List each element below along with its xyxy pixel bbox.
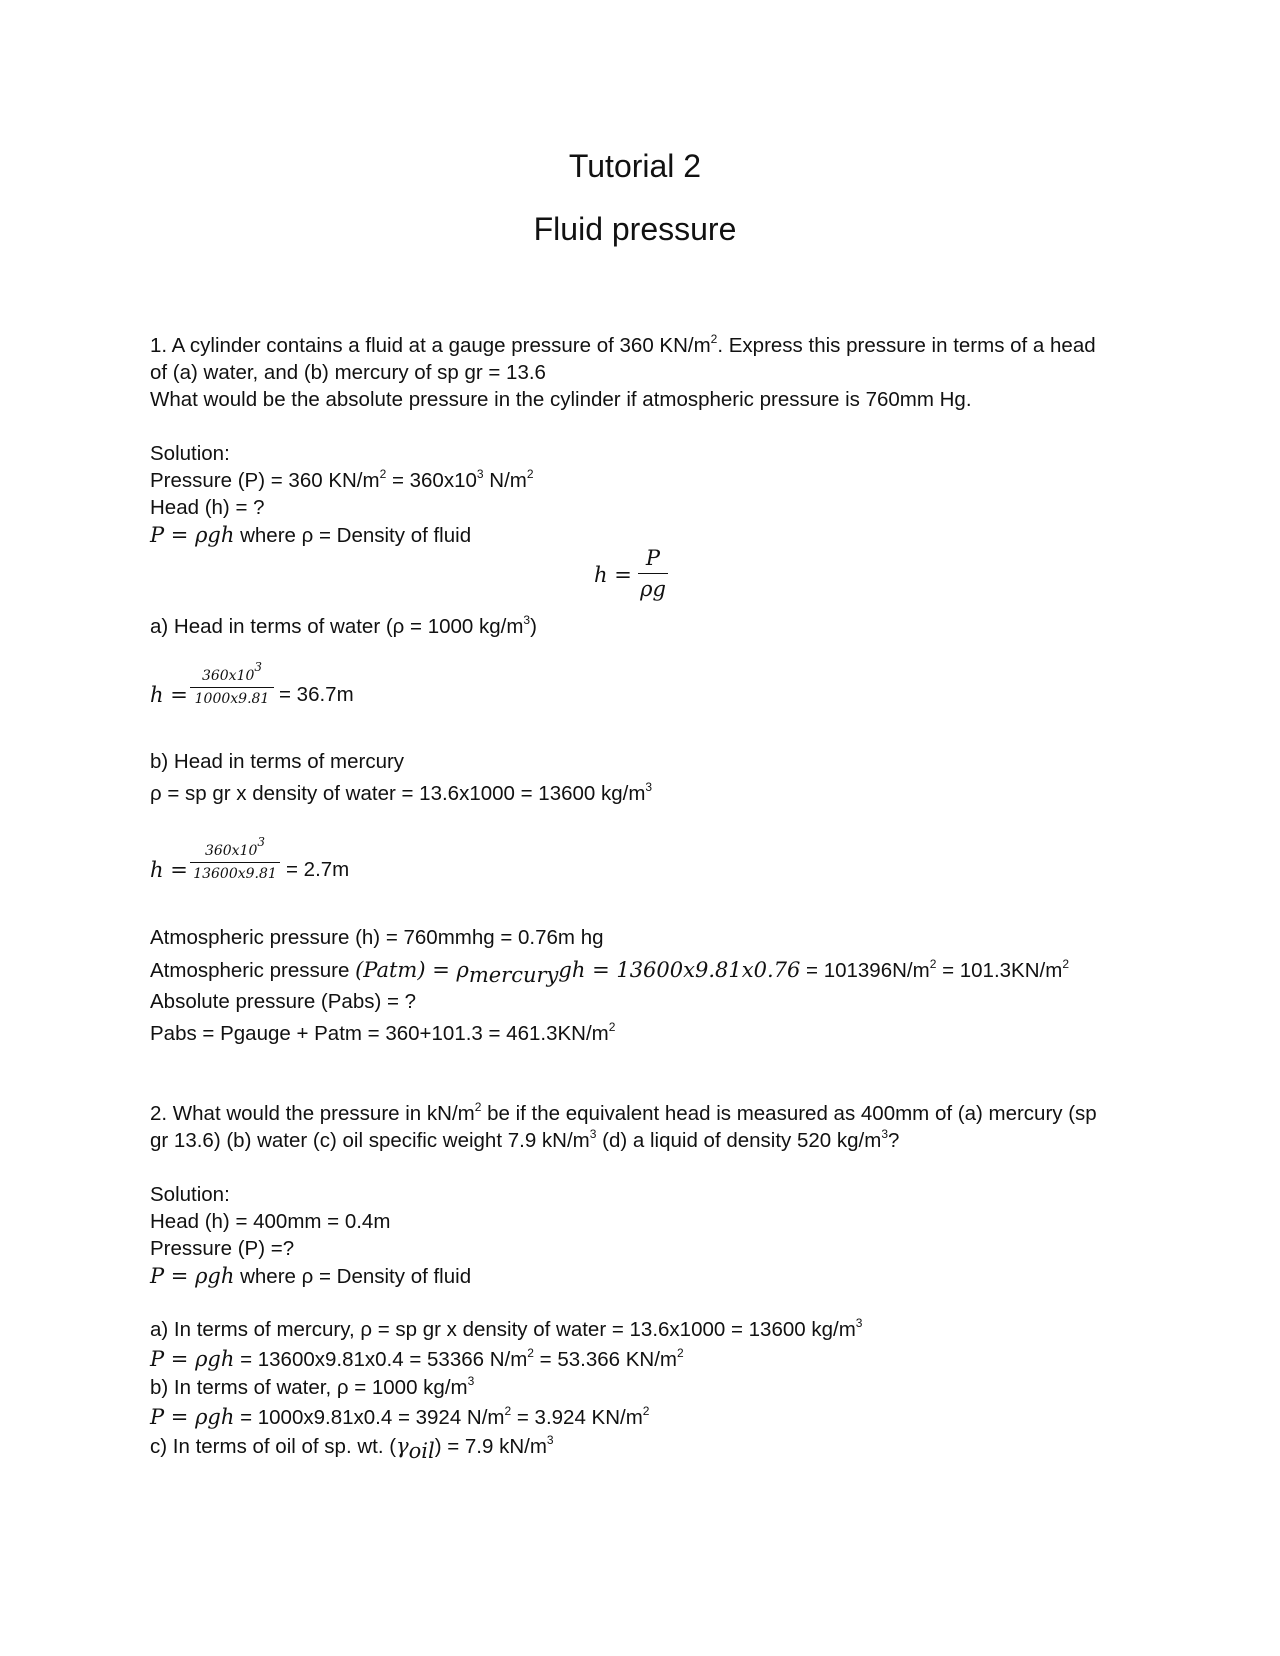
fraction-bar — [638, 573, 668, 574]
q1-statement-line2: of (a) water, and (b) mercury of sp gr = 13.6 — [150, 361, 546, 384]
q2-line2-c: ? — [888, 1129, 900, 1152]
q1-pressure-a: Pressure (P) = 360 KN/m — [150, 469, 380, 492]
q2-part-b-calc-sup2: 2 — [642, 1404, 650, 1418]
q1-pabs-text: Pabs = Pgauge + Patm = 360+101.3 = 461.3KN/m — [150, 1022, 609, 1045]
q2-part-b-calc-a: = 1000x9.81x0.4 = 3924 N/m — [234, 1406, 505, 1429]
q1-atm-line2-b: = 101396N/m — [800, 959, 930, 982]
q2-part-b-sup: 3 — [467, 1374, 475, 1388]
q1-part-a-pre: a) Head in terms of water (ρ = 1000 kg/m — [150, 615, 524, 638]
q2-part-b-calc-b: = 3.924 KN/m — [511, 1406, 643, 1429]
q2-part-c-sub: oil — [408, 1439, 435, 1463]
q1-pressure-sup2: 3 — [476, 467, 484, 481]
calc-a-num-text: 360x10 — [201, 668, 255, 684]
calc-b-result: = 2.7m — [286, 858, 350, 881]
q2-part-b-calc-sup1: 2 — [504, 1404, 512, 1418]
q1-formula-text: where ρ = Density of fluid — [234, 524, 472, 547]
q1-pabs-sup: 2 — [608, 1020, 616, 1034]
q1-part-a-sup: 3 — [523, 613, 531, 627]
q2-part-a-sup: 3 — [855, 1316, 863, 1330]
q1-formula-math: P = ρgh — [150, 523, 235, 547]
q1-part-a-heading — [150, 614, 537, 640]
q1-statement-line1 — [150, 333, 1096, 359]
q2-head-line: Head (h) = 400mm = 0.4m — [150, 1210, 391, 1233]
q2-line2-a: gr 13.6) (b) water (c) oil specific weight 7.9 kN/m — [150, 1129, 590, 1152]
q1-atm-line2-sup2: 2 — [1062, 957, 1069, 971]
q2-part-c-b: ) = 7.9 kN/m — [434, 1435, 547, 1458]
q2-line2-b: (d) a liquid of density 520 kg/m — [596, 1129, 882, 1152]
q2-part-b-line — [150, 1375, 474, 1401]
q2-part-b-calc — [150, 1404, 649, 1431]
q1-atm-line2-c: = 101.3KN/m — [936, 959, 1063, 982]
q2-pressure-line: Pressure (P) =? — [150, 1237, 295, 1260]
q2-line1-pre: 2. What would the pressure in kN/m — [150, 1102, 475, 1125]
q1-atm-line2-a: Atmospheric pressure — [150, 959, 356, 982]
q2-part-c-gamma: γ — [396, 1434, 409, 1458]
calc-a-fraction — [190, 660, 274, 709]
calc-a-numerator — [190, 660, 274, 686]
h-formula-numerator: P — [645, 546, 661, 570]
calc-a-lhs: h = — [150, 683, 188, 707]
h-formula-fraction — [638, 545, 668, 602]
q2-part-c-line — [150, 1433, 554, 1463]
calc-b-num-text: 360x10 — [204, 843, 258, 859]
q2-statement-line2 — [150, 1128, 899, 1154]
q2-formula-math: P = ρgh — [150, 1264, 235, 1288]
q1-pressure-b: = 360x10 — [386, 469, 477, 492]
fraction-bar — [190, 687, 274, 688]
q1-pressure-sup3: 2 — [526, 467, 534, 481]
q2-statement-line1 — [150, 1101, 1097, 1127]
calc-b-numerator — [190, 835, 280, 861]
q2-part-a-calc-sup1: 2 — [527, 1346, 534, 1360]
q2-line2-sup2: 3 — [881, 1127, 888, 1141]
page-title: Tutorial 2 — [568, 148, 702, 184]
q1-atm-line2-sup1: 2 — [929, 957, 937, 971]
q1-formula-line — [150, 522, 471, 549]
q2-part-c-sup: 3 — [546, 1433, 554, 1447]
q2-part-a-line — [150, 1317, 862, 1343]
q2-line1-post: be if the equivalent head is measured as 400mm of (a) mercury (sp — [481, 1102, 1097, 1125]
q1-pabs-line — [150, 1021, 615, 1047]
q2-part-a-calc-b: = 53.366 KN/m — [533, 1348, 677, 1371]
q1-statement-line3: What would be the absolute pressure in the cylinder if atmospheric pressure is 760mm Hg. — [150, 388, 972, 411]
q1-part-b-rho — [150, 781, 652, 807]
q1-pressure-line — [150, 468, 534, 494]
q1-line1-pre: 1. A cylinder contains a fluid at a gauge pressure of 360 KN/m — [150, 334, 711, 357]
h-formula-lhs: h = — [594, 563, 632, 587]
calc-a-denominator: 1000x9.81 — [194, 691, 270, 707]
q1-part-b-rho-sup: 3 — [645, 780, 653, 794]
q1-part-b-rho-text: ρ = sp gr x density of water = 13.6x1000 = 13600 kg/m — [150, 782, 646, 805]
q1-atm-line2-math: (Patm) = ρ — [355, 958, 469, 982]
q1-head-line: Head (h) = ? — [150, 496, 265, 519]
calc-a-result: = 36.7m — [279, 683, 354, 706]
q1-pressure-sup1: 2 — [379, 467, 387, 481]
q2-part-b-text: b) In terms of water, ρ = 1000 kg/m — [150, 1376, 468, 1399]
calc-b-num-sup: 3 — [257, 835, 266, 849]
q1-atm-line2-sub: mercury — [468, 963, 559, 987]
q1-abs-line: Absolute pressure (Pabs) = ? — [150, 990, 417, 1013]
q2-solution-label: Solution: — [150, 1183, 230, 1206]
q2-formula-line — [150, 1263, 471, 1290]
q2-line1-sup: 2 — [474, 1100, 482, 1114]
q2-part-a-calc-math: P = ρgh — [150, 1347, 235, 1371]
q1-atm-line2-math2: gh = 13600x9.81x0.76 — [558, 958, 801, 982]
q2-part-a-calc-sup2: 2 — [677, 1346, 684, 1360]
calc-b-denominator: 13600x9.81 — [193, 866, 277, 882]
q1-pressure-c: N/m — [483, 469, 527, 492]
q1-part-a-post: ) — [530, 615, 537, 638]
q1-solution-label: Solution: — [150, 442, 230, 465]
q2-part-a-text: a) In terms of mercury, ρ = sp gr x density of water = 13.6x1000 = 13600 kg/m — [150, 1318, 856, 1341]
q1-line1-sup: 2 — [710, 332, 718, 346]
page-subtitle: Fluid pressure — [533, 211, 737, 247]
q1-line1-post: . Express this pressure in terms of a head — [717, 334, 1096, 357]
q2-part-c-a: c) In terms of oil of sp. wt. ( — [150, 1435, 397, 1458]
calc-b-lhs: h = — [150, 858, 188, 882]
h-formula-denominator: ρg — [640, 577, 666, 601]
calc-b-fraction — [190, 835, 280, 884]
q1-atm-line2 — [150, 957, 1069, 987]
calc-a-num-sup: 3 — [254, 660, 263, 674]
fraction-bar — [190, 862, 280, 863]
q2-part-b-calc-math: P = ρgh — [150, 1405, 235, 1429]
q2-formula-text: where ρ = Density of fluid — [234, 1265, 472, 1288]
q2-part-a-calc-a: = 13600x9.81x0.4 = 53366 N/m — [234, 1348, 528, 1371]
q1-atm-line1: Atmospheric pressure (h) = 760mmhg = 0.76m hg — [150, 926, 604, 949]
q2-part-a-calc — [150, 1346, 684, 1373]
q2-line2-sup1: 3 — [589, 1127, 597, 1141]
q1-part-b-heading: b) Head in terms of mercury — [150, 750, 405, 773]
